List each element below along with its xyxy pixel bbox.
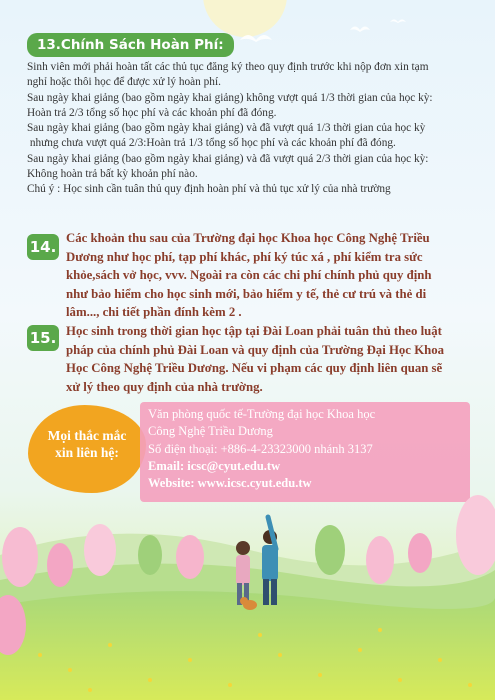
section-15-text (66, 322, 474, 396)
para-line: như bảo hiểm cho học sinh mới, bảo hiểm y tế, thẻ cư trú và thẻ di (66, 286, 427, 301)
para-line: Dương như học phí, tạp phí khác, phí ký túc xá , phí kiểm tra sức (66, 249, 423, 264)
para-line: Học sinh trong thời gian học tập tại Đài Loan phải tuân thủ theo luật (66, 324, 442, 338)
section-15-number: 15. (27, 325, 59, 351)
email-link[interactable]: Email: icsc@cyut.edu.tw (148, 458, 281, 473)
office-name-line: Công Nghệ Triều Dương (148, 424, 273, 439)
policy-line: Sau ngày khai giảng (bao gồm ngày khai giảng) và đã vượt quá 1/3 thời gian của học kỳ (27, 122, 426, 135)
callout-line: xin liên hệ: (55, 444, 119, 460)
policy-line: Sau ngày khai giảng (bao gồm ngày khai giảng) không vượt quá 1/3 thời gian của học kỳ: (27, 91, 433, 104)
contact-info (148, 406, 468, 492)
para-line: Học Công Nghệ Triều Dương. Nếu vi phạm các quy định liên quan sẽ (66, 361, 443, 375)
refund-policy-text (27, 60, 475, 198)
policy-line: Sinh viên mới phải hoàn tất các thủ tục đăng ký theo quy định trước khi nộp đơn xin tạm (27, 61, 429, 73)
policy-line: Sau ngày khai giảng (bao gồm ngày khai giảng) và đã vượt quá 2/3 thời gian của học kỳ: (27, 152, 429, 165)
para-line: Các khoản thu sau của Trường đại học Khoa học Công Nghệ Triều (66, 231, 430, 245)
phone-number: Số điện thoại: +886-4-23323000 nhánh 3137 (148, 441, 373, 456)
website-link[interactable]: Website: www.icsc.cyut.edu.tw (148, 476, 312, 491)
policy-line: Không hoàn trả bất kỳ khoản phí nào. (27, 168, 198, 181)
para-line: lâm..., chi tiết phần đính kèm 2 . (66, 305, 242, 319)
policy-note: Chú ý : Học sinh cần tuân thủ quy định hoàn phí và thủ tục xử lý của nhà trường (27, 183, 391, 196)
section-13-title: 13.Chính Sách Hoàn Phí: (27, 33, 234, 57)
policy-line: nghỉ hoặc thôi học để được xử lý hoàn phí. (27, 76, 221, 89)
callout-line: Mọi thắc mắc (47, 428, 127, 443)
policy-line: Hoàn trả 2/3 tổng số học phí và các khoản phí đã đóng. (27, 106, 277, 119)
policy-line: nhưng chưa vượt quá 2/3:Hoàn trả 1/3 tổng số học phí và các khoản phí đã đóng. (27, 137, 396, 150)
sky-decoration (0, 0, 495, 60)
landscape-illustration (0, 495, 495, 700)
sun-icon (203, 0, 287, 37)
section-14-number: 14. (27, 234, 59, 260)
para-line: pháp của chính phủ Đài Loan và quy định của Trường Đại Học Khoa (66, 342, 445, 357)
para-line: khỏe,sách vở học, vvv. Ngoài ra còn các chi phí chính phủ quy định (66, 268, 432, 282)
section-14-text (66, 229, 474, 322)
contact-callout (30, 428, 144, 461)
para-line: xử lý theo quy định của nhà trường. (66, 379, 263, 394)
office-name-line: Văn phòng quốc tế-Trường đại học Khoa học (148, 407, 376, 421)
